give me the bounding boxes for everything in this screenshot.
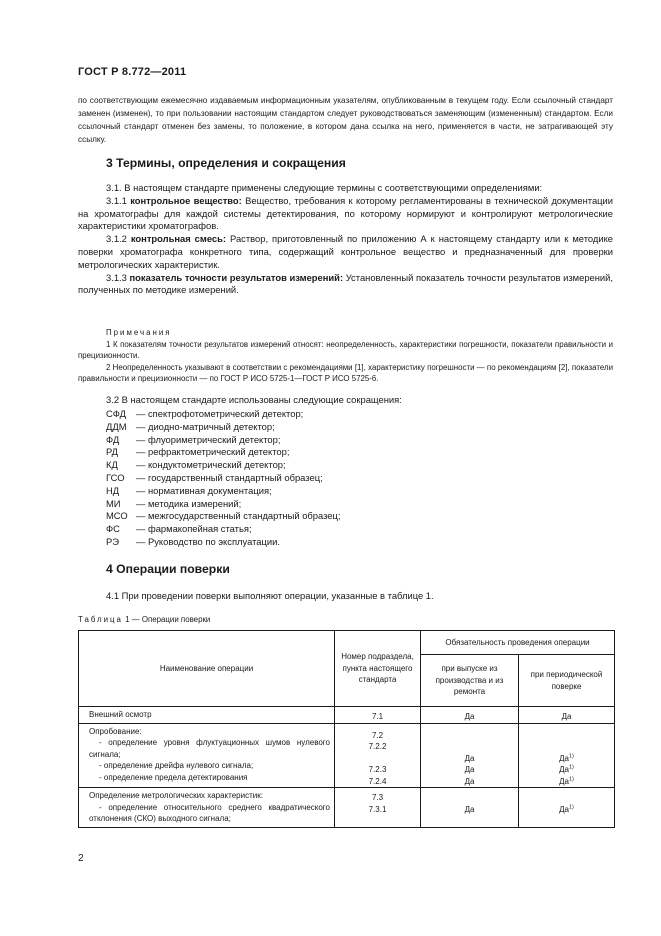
page-number: 2	[78, 853, 84, 864]
note-2: 2 Неопределенность указывают в соответствии с рекомендациями [1], характеристику погрешности — по рекомендациям [2], показатели правильности и прецизионности — по ГОСТ Р ИСО 5725-1—ГОСТ Р ИСО 5725-6.	[78, 362, 613, 383]
section-3-body	[78, 182, 613, 297]
abbreviation-item: НД — нормативная документация;	[106, 484, 272, 496]
abbreviation-item: МСО — межгосударственный стандартный образец;	[106, 510, 341, 522]
abbreviation-item: ГСО — государственный стандартный образец;	[106, 471, 323, 483]
table-row: Опробование: - определение уровня флуктуационных шумов нулевого сигнала; - определение дрейфа нулевого сигнала; - определение предела детектирования 7.2 7.2.2 7.2.3 7.2.4 Да Да Да $Да^{1)}$ $Да^{1)}$ $Да^{1)}$	[79, 723, 615, 788]
abbreviation-item: ФС — фармакопейная статья;	[106, 523, 252, 535]
paragraph-4-1: 4.1 При проведении поверки выполняют операции, указанные в таблице 1.	[106, 590, 434, 601]
abbreviation-item: РД — рефрактометрический детектор;	[106, 446, 290, 458]
table-row: Внешний осмотр 7.1 Да Да	[79, 707, 615, 724]
header-operation-name: Наименование операции	[79, 631, 335, 707]
table-caption: Таблица 1 — Операции поверки	[78, 615, 211, 624]
note-1: 1 К показателям точности результатов измерений относят: неопределенность, характеристики погрешности, показатели правильности и прецизионности.	[78, 339, 613, 360]
section-3-title: 3 Термины, определения и сокращения	[106, 156, 346, 170]
paragraph-3-2: 3.2 В настоящем стандарте использованы следующие сокращения:	[106, 394, 402, 405]
abbreviation-item: ДДМ — диодно-матричный детектор;	[106, 420, 275, 432]
abbreviation-item: СФД — спектрофотометрический детектор;	[106, 408, 304, 419]
term-3-1-1: 3.1.1 контрольное вещество: Вещество, требования к которому регламентированы в технической документации на хроматографы для каждой системы детектирования, по которому нормируют и контролируют метрологические характеристики хроматографов.	[78, 194, 614, 232]
abbreviation-item: РЭ — Руководство по эксплуатации.	[106, 535, 280, 547]
header-on-release: при выпуске из производства и из ремонта	[421, 655, 519, 707]
abbreviation-item: МИ — методика измерений;	[106, 497, 242, 509]
term-3-1-3: 3.1.3 показатель точности результатов измерений: Установленный показатель точности результатов измерений, полученных по методике измерений.	[78, 271, 614, 296]
notes-block	[78, 327, 613, 385]
operations-table	[78, 630, 615, 828]
notes-label: Примечания	[106, 328, 172, 337]
intro-paragraph: по соответствующим ежемесячно издаваемым информационным указателям, опубликованным в текущем году. Если ссылочный стандарт заменен (изменен), то при пользовании настоящим стандартом следует руководствоваться заменяющим (измененным) стандартом. Если ссылочный стандарт отменен без замены, то положение, в котором дана ссылка на него, применяется в части, не затрагивающей эту ссылку.	[78, 96, 613, 144]
abbreviation-item: ФД — флуориметрический детектор;	[106, 433, 281, 445]
abbreviation-item: КД — кондуктометрический детектор;	[106, 459, 286, 471]
abbreviation-list	[106, 408, 341, 549]
document-header: ГОСТ Р 8.772—2011	[78, 66, 187, 78]
table-row: Определение метрологических характеристик: - определение относительного среднего квадратического отклонения (СКО) выходного сигнала; 7.3 7.3.1 Да $Да^{1)}$	[79, 788, 615, 828]
header-periodic: при периодической поверке	[519, 655, 615, 707]
paragraph-3-1: 3.1. В настоящем стандарте применены следующие термины с соответствующими определениями:	[106, 182, 543, 193]
header-clause-number: Номер подраздела, пункта настоящего стандарта	[335, 631, 421, 707]
section-4-title: 4 Операции поверки	[106, 562, 230, 576]
header-obligation: Обязательность проведения операции	[421, 631, 615, 655]
term-3-1-2: 3.1.2 контрольная смесь: Раствор, приготовленный по приложению А к настоящему стандарту или к методике поверки хроматографа конкретного типа, содержащий контрольное вещество и предназначенный для проверки метрологических характеристик.	[78, 233, 614, 270]
